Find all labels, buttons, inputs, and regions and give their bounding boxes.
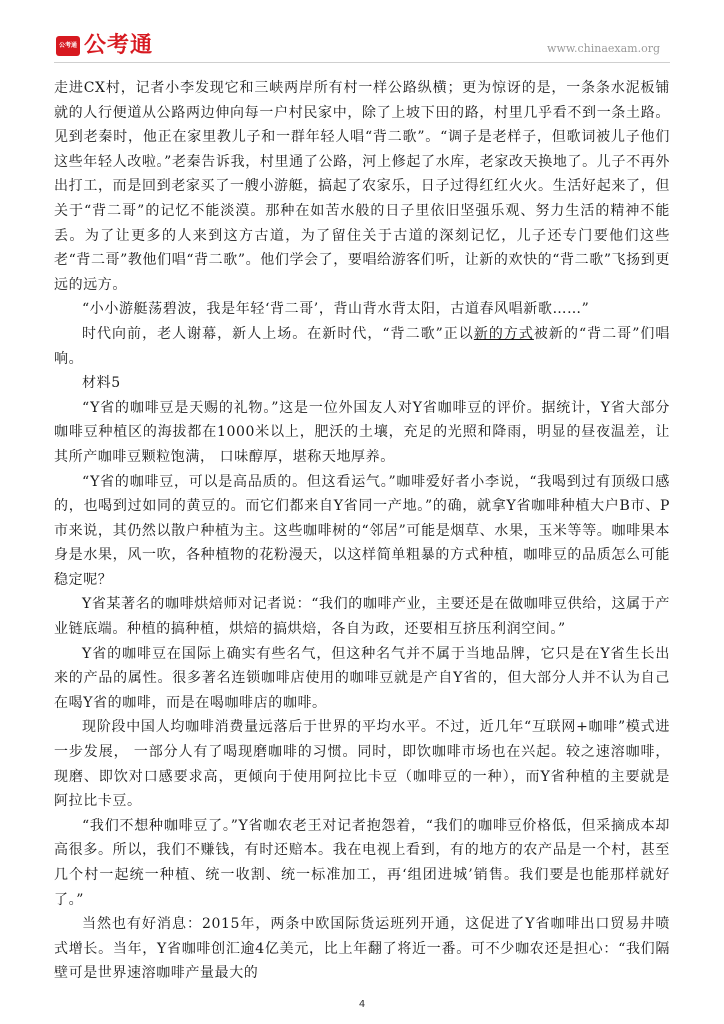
paragraph-brand-issue: Y省的咖啡豆在国际上确实有些名气，但这种名气并不属于当地品牌，它只是在Y省生长出来的产品的属性。很多著名连锁咖啡店使用的咖啡豆就是产自Y省的，但大部分人并不认为自己在喝Y省的咖啡，而是在喝咖啡店的咖啡。 (54, 645, 670, 711)
paragraph-farmer-complaint: “我们不想种咖啡豆了。”Y省咖农老王对记者抱怨着，“我们的咖啡豆价格低，但采摘成本却高很多。所以，我们不赚钱，有时还赔本。我在电视上看到，有的地方的农产品是一个村，甚至几个村一起统一种植、统一收割、统一标准加工，再‘组团进城’销售。我们要是也能那样就好了。” (54, 817, 670, 908)
site-url[interactable]: www.chinaexam.org (547, 42, 660, 55)
page-header (40, 32, 674, 64)
brand-logo-text: 公考通 (84, 33, 154, 58)
material-5-heading: 材料5 (82, 375, 121, 392)
text-after-underline: 被新的“背二哥”们唱响。 (54, 325, 670, 367)
logo-badge: 公考通 (56, 36, 80, 56)
header-divider (54, 62, 670, 63)
paragraph-good-news: 当然也有好消息：2015年，两条中欧国际货运班列开通，这促进了Y省咖啡出口贸易井喷式增长。当年，Y省咖啡创汇逾4亿美元，比上年翻了将近一番。可不少咖农还是担心：“我们隔壁可是世界速溶咖啡产量最大的 (54, 916, 670, 982)
paragraph-cx-village: 走进CX村，记者小李发现它和三峡两岸所有村一样公路纵横；更为惊讶的是，一条条水泥板铺就的人行便道从公路两边伸向每一户村民家中，除了上坡下田的路，村里几乎看不到一条土路。见到老秦时，他正在家里教儿子和一群年轻人唱“背二歌”。“调子是老样子，但歌词被儿子他们这些年轻人改啦。”老秦告诉我，村里通了公路，河上修起了水库，老家改天换地了。儿子不再外出打工，而是回到老家买了一艘小游艇，搞起了农家乐，日子过得红红火火。生活好起来了，但关于“背二哥”的记忆不能淡漠。那种在如苦水般的日子里依旧坚强乐观、努力生活的精神不能丢。为了让更多的人来到这方古道，为了留住关于古道的深刻记忆，儿子还专门要他们这些老“背二哥”教他们唱“背二歌”。他们学会了，要唱给游客们听，让新的欢快的“背二歌”飞扬到更远的远方。 (54, 80, 670, 293)
text-before-underline: 时代向前，老人谢幕，新人上场。在新时代，“背二歌”正以 (82, 325, 474, 342)
paragraph-song-lyric: “小小游艇荡碧波，我是年轻‘背二哥’，背山背水背太阳，古道春风唱新歌……” (82, 301, 590, 318)
page-number: 4 (358, 999, 366, 1010)
paragraph-roaster-quote: Y省某著名的咖啡烘焙师对记者说：“我们的咖啡产业，主要还是在做咖啡豆供给，这属于产业链底端。种植的搞种植，烘焙的搞烘焙，各自为政，还要相互挤压利润空间。” (54, 596, 670, 638)
document-body (54, 76, 670, 986)
underlined-phrase: 新的方式 (473, 325, 534, 342)
paragraph-new-era (54, 322, 670, 371)
paragraph-coffee-quality: “Y省的咖啡豆，可以是高品质的。但这看运气。”咖啡爱好者小李说，“我喝到过有顶级口感的，也喝到过如同的黄豆的。而它们都来自Y省同一产地。”的确，就拿Y省咖啡种植大户B市、P市来说，其仍然以散户种植为主。这些咖啡树的“邻居”可能是烟草、水果，玉米等等。咖啡果本身是水果，风一吹，各种植物的花粉漫天，以这样简单粗暴的方式种植，咖啡豆的品质怎么可能稳定呢？ (54, 473, 670, 588)
paragraph-consumption: 现阶段中国人均咖啡消费量远落后于世界的平均水平。不过，近几年“互联网+咖啡”模式进一步发展， 一部分人有了喝现磨咖啡的习惯。同时，即饮咖啡市场也在兴起。较之速溶咖啡，现磨、即饮对口感要求高，更倾向于使用阿拉比卡豆（咖啡豆的一种），而Y省种植的主要就是阿拉比卡豆。 (54, 719, 670, 810)
paragraph-coffee-gift: “Y省的咖啡豆是天赐的礼物。”这是一位外国友人对Y省咖啡豆的评价。据统计，Y省大部分咖啡豆种植区的海拔都在1000米以上，肥沃的土壤，充足的光照和降雨，明显的昼夜温差，让其所产咖啡豆颗粒饱满， 口味醇厚，堪称天地厚养。 (54, 399, 670, 465)
